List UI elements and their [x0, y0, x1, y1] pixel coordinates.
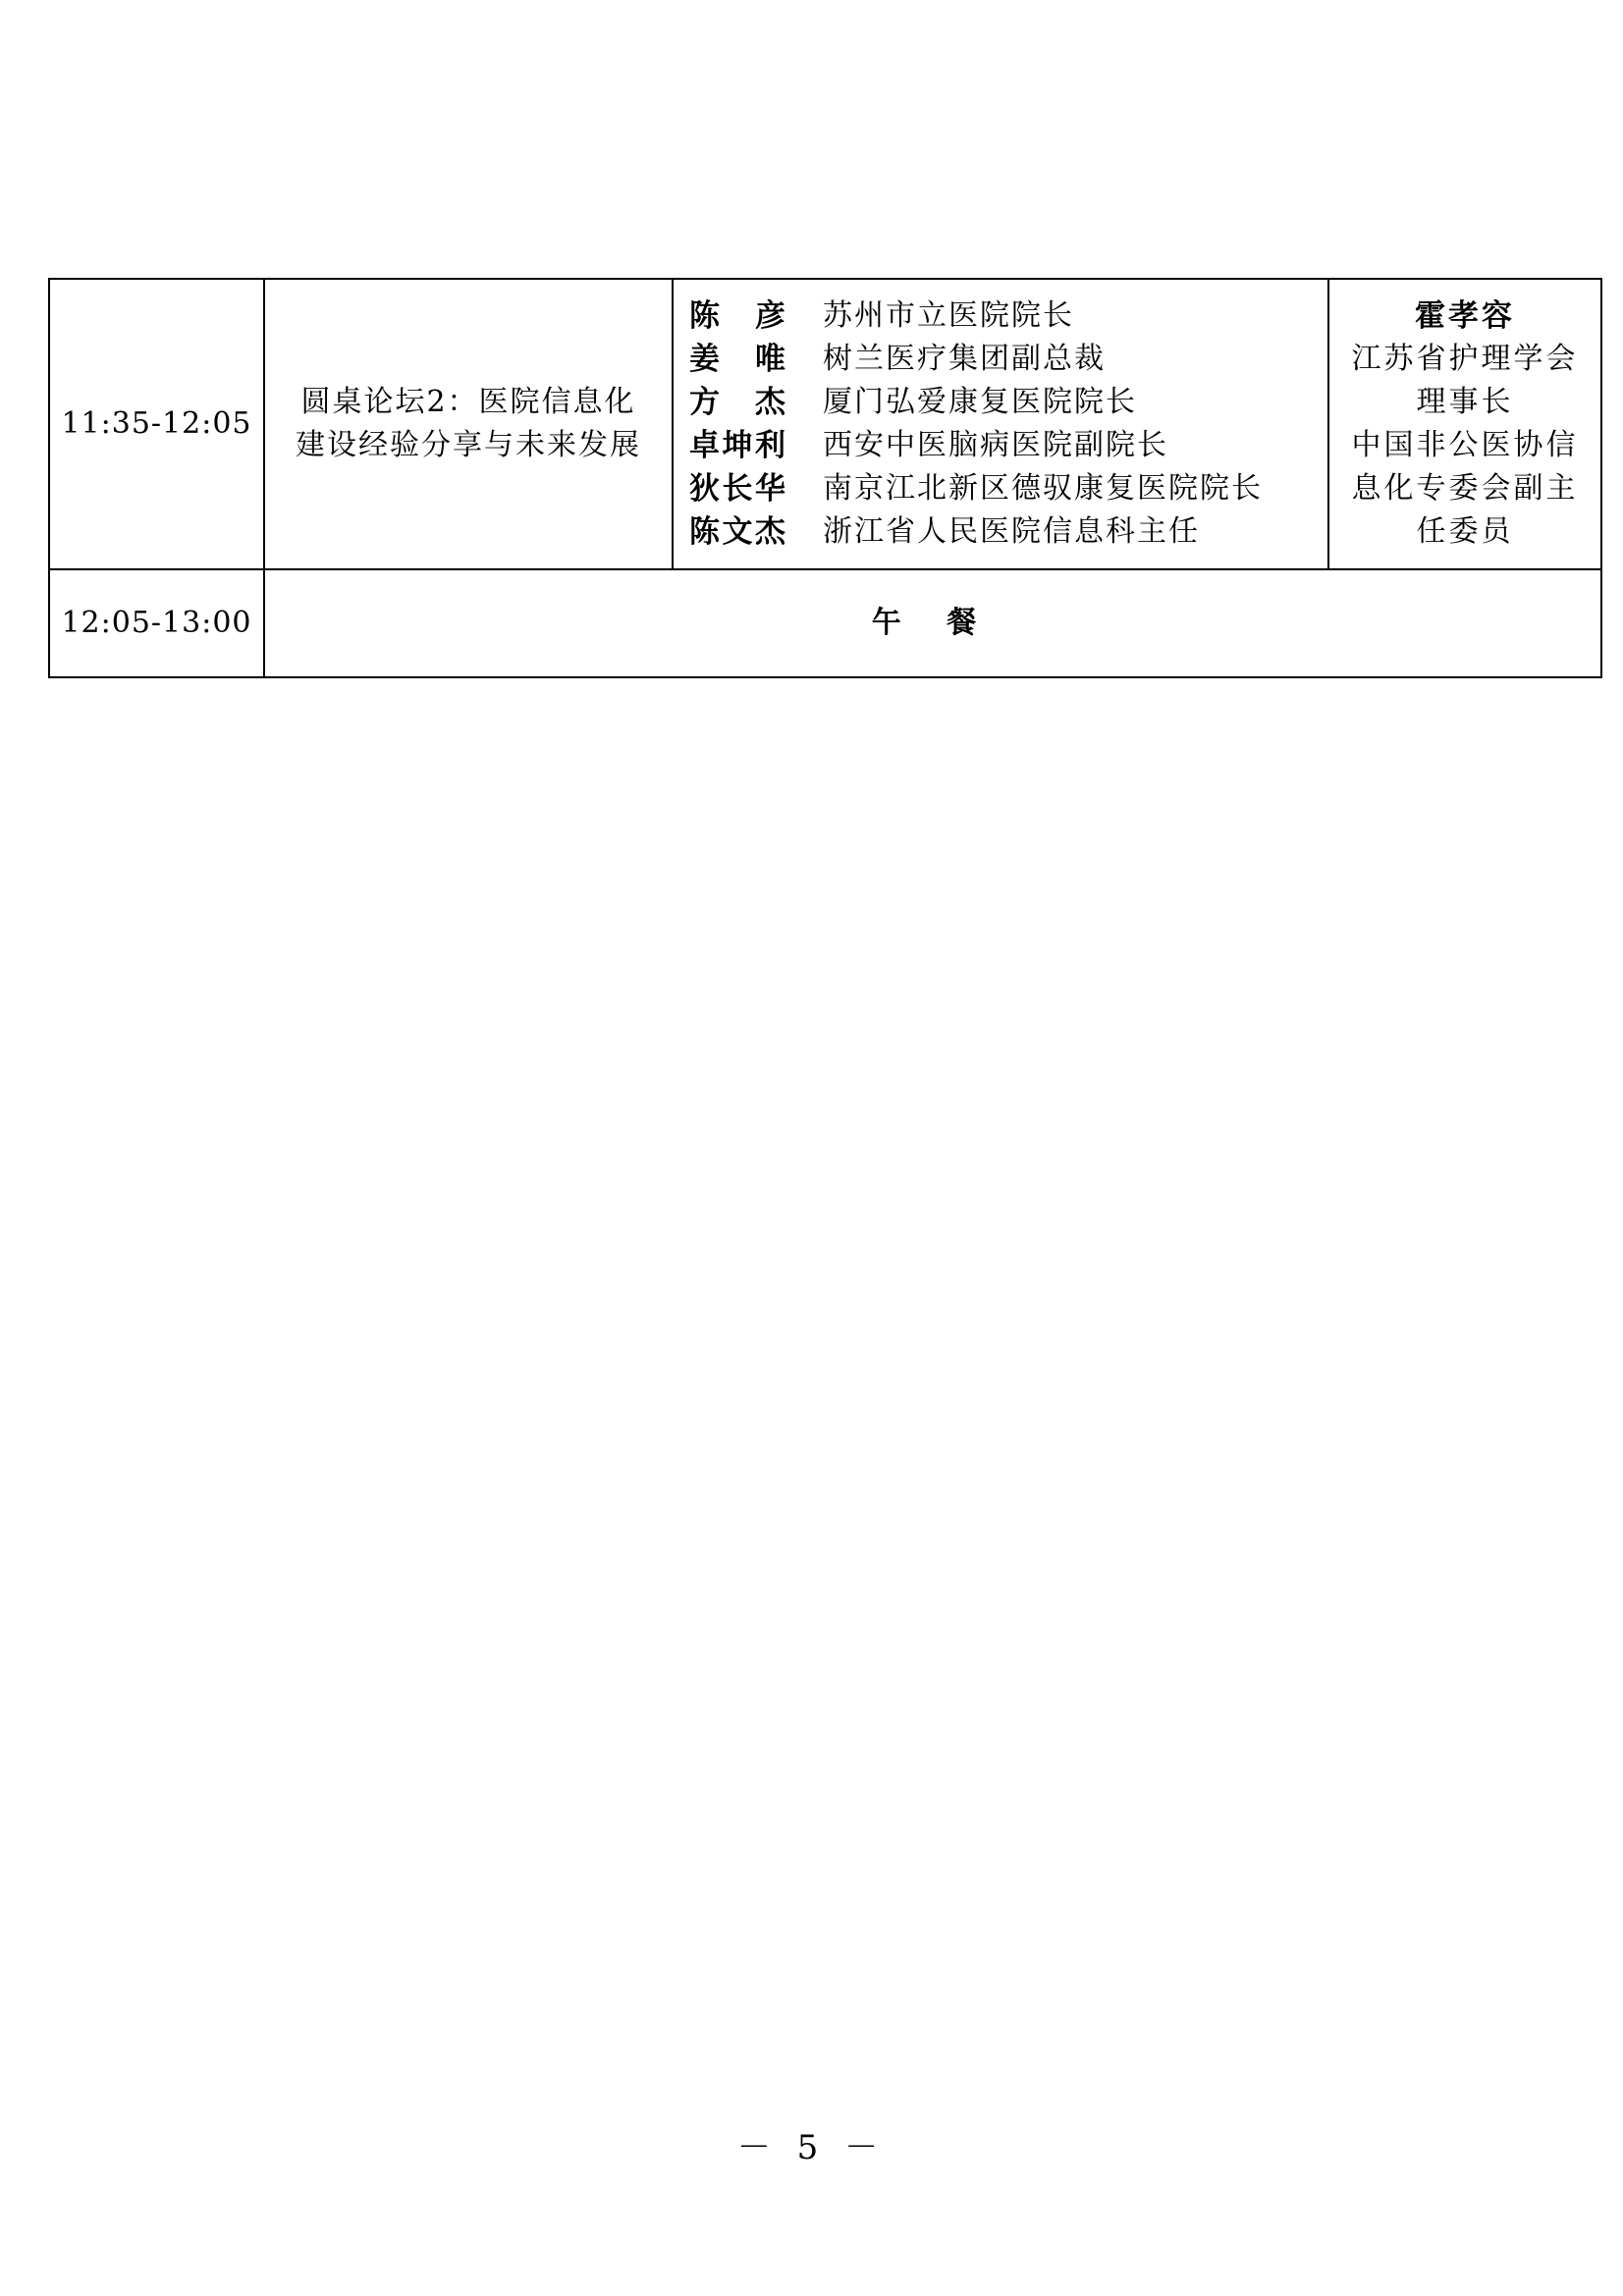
- speaker-name: 狄 长 华: [689, 471, 785, 507]
- agenda-row-roundtable: [49, 279, 1601, 569]
- host-title-line: 江苏省护理学会: [1351, 342, 1579, 376]
- host-title-line: 理事长: [1416, 385, 1514, 419]
- time-cell: 11:35-12:05: [49, 279, 264, 569]
- speaker-row: [689, 510, 1327, 554]
- speaker-title: 树兰医疗集团副总裁: [823, 342, 1106, 376]
- speaker-row: [689, 467, 1327, 510]
- host-title-line: 任委员: [1416, 514, 1514, 549]
- host-title-line: 中国非公医协信: [1351, 428, 1579, 462]
- speaker-name: 姜 唯: [689, 342, 785, 377]
- speakers-cell: [673, 279, 1328, 569]
- agenda-row-lunch: [49, 569, 1601, 677]
- speaker-title: 西安中医脑病医院副院长: [823, 428, 1168, 462]
- host-name: 霍孝容: [1415, 298, 1515, 334]
- host-cell: [1328, 279, 1601, 569]
- speaker-name: 陈 文 杰: [689, 514, 785, 550]
- topic-line: 建设经验分享与未来发展: [296, 428, 641, 462]
- speaker-title: 厦门弘爱康复医院院长: [823, 385, 1137, 419]
- speaker-title: 南京江北新区德驭康复医院院长: [823, 471, 1263, 506]
- speaker-title: 浙江省人民医院信息科主任: [823, 514, 1200, 549]
- lunch-label: 午 餐: [264, 569, 1601, 677]
- speaker-name: 陈 彦: [689, 298, 785, 334]
- agenda-table: [48, 278, 1602, 678]
- speaker-row: [689, 381, 1327, 424]
- speaker-name: 卓 坤 利: [689, 428, 785, 463]
- topic-line: 圆桌论坛2：医院信息化: [300, 385, 636, 419]
- topic-cell: [264, 279, 673, 569]
- speaker-row: [689, 424, 1327, 467]
- host-title-line: 息化专委会副主: [1351, 471, 1579, 506]
- speaker-row: [689, 294, 1327, 338]
- speaker-name: 方 杰: [689, 385, 785, 420]
- time-cell: 12:05-13:00: [49, 569, 264, 677]
- page-number: － 5 －: [736, 2128, 887, 2167]
- speaker-row: [689, 338, 1327, 381]
- speaker-title: 苏州市立医院院长: [823, 298, 1074, 333]
